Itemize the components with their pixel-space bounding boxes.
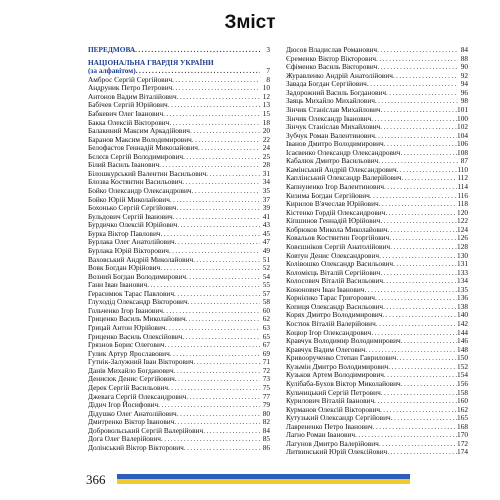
toc-entry-page: 31 (262, 168, 270, 178)
toc-entry-page: 174 (457, 447, 468, 457)
toc-leader-dots (393, 260, 457, 269)
toc-entry-name: Курилович Віталій Іванович (286, 396, 375, 406)
toc-entry-name: Амброс Сергій Сергійович (88, 74, 173, 84)
toc-entry-page: 140 (457, 310, 468, 320)
toc-entry-name: Журавленко Андрій Анатолійович (286, 70, 393, 80)
toc-leader-dots (364, 286, 457, 295)
toc-entry-page: 162 (457, 404, 468, 414)
toc-leader-dots (186, 273, 260, 282)
toc-leader-dots (380, 217, 457, 226)
toc-entry-name: Бурлака Юрій Вікторович (88, 245, 169, 255)
toc-entry-name: Ковтун Денис Олександрович (286, 250, 380, 260)
toc-entry-name: Бурлака Олег Анатолійович (88, 237, 175, 247)
toc-entry-page: 20 (262, 126, 270, 136)
toc-entry-page: 3 (266, 45, 270, 54)
toc-leader-dots (401, 337, 457, 346)
flag-stripe-yellow (117, 479, 410, 484)
toc-entry-name: Задорожний Василь Богданович (286, 87, 386, 97)
toc-entry-name: Гутнік-Залужний Іван Вікторович (88, 357, 194, 367)
toc-entry-name: Колівошко Олександр Васильович (286, 259, 394, 269)
toc-entry-name: Гулик Артур Ярославович (88, 348, 170, 358)
toc-entry-name: Денисюк Денис Сергійович (88, 374, 175, 384)
toc-leader-dots (373, 423, 457, 432)
toc-entry-name: Кульчицький Сергій Петрович (286, 387, 381, 397)
toc-entry-page: 34 (262, 177, 270, 187)
toc-leader-dots (175, 238, 260, 247)
toc-entry-page: 55 (262, 280, 270, 290)
toc-entry-page: 114 (457, 182, 468, 191)
toc-entry-name: Костюк Віталій Валерійович (286, 319, 376, 328)
toc-leader-dots (206, 170, 260, 179)
toc-leader-dots (184, 444, 260, 453)
toc-leader-dots (379, 440, 457, 449)
toc-leader-dots (172, 84, 260, 93)
toc-entry-page: 45 (262, 228, 270, 238)
toc-entry-page: 118 (457, 199, 468, 209)
toc-entry-name: Кизима Богдан Сергійович (286, 190, 370, 200)
page-title: Зміст (224, 12, 276, 33)
toc-entry-page: 146 (457, 336, 468, 346)
toc-entry-page: 67 (262, 340, 270, 350)
toc-entry-name: Кононович Іван Іванович (286, 284, 365, 294)
toc-entry-name: Зубчук Роман Валентинович (286, 130, 375, 140)
toc-entry-page: 87 (460, 156, 468, 166)
toc-leader-dots (198, 144, 260, 153)
toc-entry-name: Андруник Петро Петрович (88, 83, 173, 93)
toc-entry-page: 120 (457, 207, 468, 217)
toc-entry-name: Кіпшинов Геннадій Юрійович (286, 216, 381, 226)
toc-entry-name: Копиця Олександр Васильович (286, 301, 384, 311)
toc-entry-page: 65 (262, 331, 270, 341)
toc-entry-page: 84 (262, 425, 270, 435)
toc-entry-name: Бабкевич Олег Іванович (88, 108, 164, 118)
toc-entry-name: Кривоорученко Степан Гаврилович (286, 353, 397, 363)
toc-entry-page: 96 (460, 87, 468, 97)
toc-entry-name: Коцюр Ігор Олександрович (286, 327, 372, 337)
toc-entry-page: 144 (457, 327, 468, 337)
toc-leader-dots (175, 375, 260, 384)
toc-entry-page: 168 (457, 421, 468, 431)
toc-entry-page: 41 (262, 211, 270, 221)
toc-entry-page: 82 (262, 417, 270, 427)
toc-entry-name: Дюсов Владислав Романович (286, 45, 378, 54)
toc-entry-name: Ісаєвенко Олександр Олександрович (286, 147, 401, 157)
toc-entry-page: 72 (262, 365, 270, 375)
toc-entry-name: Лагунов Дмитро Валерійович (286, 438, 379, 448)
toc-leader-dots (382, 311, 457, 320)
toc-entry-name: Бабічев Сергій Юрійович (88, 100, 168, 110)
toc-entry-page: 106 (457, 139, 468, 149)
toc-leader-dots (177, 221, 260, 230)
toc-leader-dots (170, 196, 260, 205)
toc-leader-dots (396, 354, 457, 363)
toc-entry-name: Кравчук Вадим Олегович (286, 344, 366, 354)
toc-leader-dots (183, 153, 260, 162)
toc-entry-page: 86 (262, 442, 270, 452)
toc-entry-page: 7 (266, 66, 270, 76)
toc-entry-name: Іванов Дмитро Володимирович (286, 139, 384, 149)
toc-leader-dots (388, 363, 457, 372)
toc-entry-name: Балакиний Максим Аркадійович (88, 126, 190, 136)
toc-entry-page: 47 (262, 237, 270, 247)
toc-entry-page: 13 (262, 100, 270, 110)
toc-entry-name: Корях Дмитро Володимирович (286, 310, 383, 320)
toc-leader-dots (173, 213, 260, 222)
toc-entry-page: 28 (262, 160, 270, 170)
toc-entry-name: ПЕРЕДМОВА (88, 45, 136, 54)
toc-entry-name: Возний Богдан Володимирович (88, 271, 187, 281)
toc-entry-page: 60 (262, 305, 270, 315)
toc-entry-page: 52 (262, 263, 270, 273)
toc-leader-dots (375, 294, 457, 303)
toc-entry-name: Корнієнко Тарас Григорович (286, 293, 375, 303)
toc-leader-dots (168, 101, 260, 110)
toc-entry-name: Колосович Віталій Васильович (286, 276, 384, 286)
toc-entry-name: Белофастов Геннадій Миколайович (88, 143, 198, 153)
toc-entry-page: 135 (457, 284, 468, 294)
toc-entry-page: 84 (460, 45, 468, 54)
toc-entry-name: Вовк Богдан Юрійович (88, 263, 161, 273)
toc-entry-page: 116 (457, 190, 468, 200)
toc-entry-page: 18 (262, 117, 270, 127)
toc-entry-name: Дмитренко Віктор Іванович (88, 417, 175, 427)
toc-entry-page: 102 (457, 122, 468, 132)
toc-entry-name: Ганн Іван Іванович (88, 280, 148, 290)
toc-leader-dots (376, 320, 457, 329)
toc-entry-page: 92 (460, 70, 468, 80)
toc-leader-dots (381, 389, 457, 398)
toc-leader-dots (186, 315, 260, 324)
toc-entry-page: 57 (262, 288, 270, 298)
toc-entry-page: 35 (262, 186, 270, 195)
toc-entry-name: Кутузький Олександр Сергійович (286, 413, 391, 423)
toc-entry (88, 444, 270, 453)
toc-entry-page: 112 (457, 173, 468, 183)
toc-entry-page: 94 (460, 79, 468, 89)
toc-entry-name: Грязнов Борис Олегович (88, 340, 165, 350)
toc-entry-name: Камінський Андрій Олександрович (286, 164, 397, 174)
toc-leader-dots (188, 298, 260, 307)
toc-entry-page: 43 (262, 220, 270, 230)
toc-leader-dots (375, 97, 458, 106)
toc-entry-page: 138 (457, 301, 468, 311)
toc-entry-page: 160 (457, 396, 468, 406)
toc-entry-name: Добровольський Сергій Валерійович (88, 425, 204, 435)
toc-leader-dots (163, 110, 260, 119)
toc-entry-name: Кабалюк Дмитро Васильович (286, 156, 379, 166)
toc-entry-page: 131 (457, 259, 468, 269)
toc-entry-page: 22 (262, 134, 270, 144)
toc-entry-name: Кравчук Володимир Володимирович (286, 336, 401, 346)
toc-entry-page: 110 (457, 164, 468, 174)
toc-entry-page: 54 (262, 271, 270, 281)
toc-entry-name: Коломієць Віталій Сергійович (286, 267, 381, 277)
toc-leader-dots (186, 393, 260, 402)
toc-entry-page: 122 (457, 216, 468, 226)
toc-entry-page: 126 (457, 233, 468, 243)
toc-leader-dots (389, 234, 457, 243)
toc-entry-name: Баранов Максим Володимирович (88, 134, 192, 144)
toc-entry-name: НАЦІОНАЛЬНА ГВАРДІЯ УКРАЇНИ (88, 57, 214, 67)
toc-entry-page: 142 (457, 319, 468, 328)
toc-entry-page: 152 (457, 361, 468, 371)
toc-entry (88, 46, 270, 55)
toc-entry-name: Заяць Михайло Михайлович (286, 96, 375, 106)
toc-entry-page: 79 (262, 400, 270, 410)
toc-entry-name: Гриценко Василь Олексійович (88, 331, 183, 341)
toc-leader-dots (383, 277, 457, 286)
toc-entry-page: 156 (457, 378, 468, 388)
toc-entry-page: 71 (262, 357, 270, 367)
toc-entry-name: Глуходід Олександр Вікторович (88, 297, 188, 307)
toc-entry-name: Кузьков Артем Володимирович (286, 370, 384, 380)
toc-entry-name: Герасимюк Тарас Павлович (88, 288, 175, 298)
toc-entry-page: 15 (262, 108, 270, 118)
toc-entry-page: 130 (457, 250, 468, 260)
toc-entry-page: 75 (262, 382, 270, 392)
toc-leader-dots (194, 358, 260, 367)
toc-leader-dots (401, 380, 457, 389)
toc-entry-name: Дерек Сергій Васильович (88, 382, 169, 392)
toc-entry-name: Долінський Віктор Вікторович (88, 442, 184, 452)
toc-entry-page: 150 (457, 353, 468, 363)
toc-entry-name: Бакка Олексій Вікторович (88, 117, 170, 127)
toc-entry-page: 77 (262, 391, 270, 401)
toc-entry-page: 62 (262, 314, 270, 324)
toc-leader-dots (177, 204, 260, 213)
toc-entry-name: Грицай Антон Юрійович (88, 323, 166, 332)
toc-entry-name: Кістенко Гордій Олександрович (286, 207, 386, 217)
toc-entry-name: Єфіменко Василь Вікторович (286, 62, 378, 72)
toc-entry-name: Данів Михайло Богданович (88, 365, 174, 375)
toc-entry-name: Зінчик Олександр Іванович (286, 113, 372, 123)
toc-entry-name: Блозва Костянтин Васильович (88, 177, 183, 187)
toc-leader-dots (385, 209, 457, 218)
toc-leader-dots (376, 55, 458, 64)
toc-entry-name: Дідич Ігор Йосифович (88, 400, 159, 410)
toc-entry-name: Завада Богдан Сергійович (286, 79, 367, 89)
toc-leader-dots (379, 200, 458, 209)
toc-leader-dots (177, 93, 260, 102)
toc-entry-name: Литвинський Юрій Олексійович (286, 447, 388, 457)
toc-entry-name: Лаврененко Петро Іванович (286, 421, 373, 431)
toc-leader-dots (182, 178, 260, 187)
toc-entry-page: 73 (262, 374, 270, 384)
toc-entry-page: 24 (262, 143, 270, 153)
toc-leader-dots (370, 192, 458, 201)
toc-entry-page: 158 (457, 387, 468, 397)
toc-entry-name: Бойко Олександр Олександрович (88, 186, 192, 195)
toc-leader-dots (386, 89, 458, 98)
toc-entry-name: Бєлєєв Сергій Володимирович (88, 151, 184, 161)
toc-entry-name: Ваховський Андрій Миколайович (88, 254, 194, 264)
toc-leader-dots (161, 230, 260, 239)
toc-entry-page: 10 (262, 83, 270, 93)
toc-leader-dots (375, 132, 457, 141)
toc-entry-page: 100 (457, 113, 468, 123)
page-number: 366 (86, 472, 106, 487)
toc-entry-name: Білошкурський Валентин Васильович (88, 168, 207, 178)
toc-entry-page: 63 (262, 323, 270, 332)
toc-entry-page: 49 (262, 245, 270, 255)
toc-entry-name: Кузьмін Дмитро Володимирович (286, 361, 389, 371)
toc-entry-page: 8 (266, 74, 270, 84)
toc-leader-dots (393, 72, 458, 81)
toc-entry-name: Зінчук Станіслав Михайлович (286, 122, 381, 132)
toc-entry-name: Єременко Віктор Вікторович (286, 53, 377, 63)
toc-entry-name: Бойко Юрій Миколайович (88, 194, 170, 204)
toc-entry-name: Кобрюков Микола Миколайович (286, 224, 388, 234)
toc-leader-dots (380, 269, 457, 278)
toc-entry-name: Капнуненко Ігор Валентинович (286, 182, 385, 191)
toc-leader-dots (380, 123, 457, 132)
toc-leader-dots (172, 76, 260, 85)
toc-leader-dots (371, 115, 457, 124)
toc-leader-dots (397, 166, 458, 175)
toc-entry-name: (за алфавітом) (88, 66, 136, 76)
toc-leader-dots (390, 243, 457, 252)
toc-entry-name: Дога Олег Валерійович (88, 434, 161, 444)
toc-entry-page: 170 (457, 430, 468, 440)
toc-entry-page: 69 (262, 348, 270, 358)
toc-entry-page: 165 (457, 413, 468, 423)
toc-entry-page: 25 (262, 151, 270, 161)
toc-entry-page: 134 (457, 276, 468, 286)
toc-entry-name: Гольченко Ігор Іванович (88, 305, 163, 315)
toc-entry-name: Курманов Олексій Вікторович (286, 404, 381, 414)
toc-entry-name: Дідушко Олег Анатолійович (88, 408, 177, 418)
toc-entry-name: Бульдович Сергій Іванович (88, 211, 173, 221)
toc-entry-name: Бохонько Сергій Сергійович (88, 203, 177, 213)
toc-entry (286, 448, 468, 457)
toc-entry-name: Каплінський Олександр Валерійович (286, 173, 402, 183)
toc-leader-dots (402, 174, 458, 183)
toc-entry-name: Джевага Сергій Олександрович (88, 391, 187, 401)
toc-entry-page: 85 (262, 434, 270, 444)
toc-leader-dots (203, 427, 260, 436)
toc-entry-page: 154 (457, 370, 468, 380)
toc-leader-dots (182, 333, 260, 342)
toc-leader-dots (165, 341, 260, 350)
toc-leader-dots (135, 46, 260, 55)
toc-leader-dots (192, 187, 260, 196)
toc-entry-name: Ковальов Костянтин Георгійович (286, 233, 390, 243)
toc-right-column (286, 46, 468, 457)
toc-entry-page: 37 (262, 194, 270, 204)
toc-entry-page: 101 (457, 104, 468, 114)
toc-entry-page: 51 (262, 254, 270, 264)
toc-entry-name: Гриценко Василь Миколайович (88, 314, 186, 324)
toc-entry-page: 39 (262, 203, 270, 213)
toc-leader-dots (193, 256, 260, 265)
toc-entry-page: 124 (457, 224, 468, 234)
toc-leader-dots (374, 397, 457, 406)
toc-leader-dots (391, 414, 457, 423)
toc-leader-dots (192, 136, 260, 145)
toc-entry-page: 128 (457, 241, 468, 251)
toc-entry-name: Антонов Вадим Віталійович (88, 91, 177, 101)
toc-entry-name: Білий Василь Іванович (88, 160, 160, 170)
toc-entry-page: 58 (262, 297, 270, 307)
toc-entry-page: 90 (460, 62, 468, 72)
toc-entry-name: Кирилов В'ячеслав Юрійович (286, 199, 379, 209)
toc-leader-dots (383, 303, 457, 312)
toc-entry-page: 133 (457, 267, 468, 277)
toc-leader-dots (377, 46, 458, 55)
toc-leader-dots (174, 367, 260, 376)
toc-entry-name: Бурдичко Олексій Юрійович (88, 220, 178, 230)
toc-entry-name: Лагно Роман Іванович (286, 430, 356, 440)
toc-entry-name: Бурка Віктор Павлович (88, 228, 161, 238)
toc-leader-dots (190, 127, 260, 136)
toc-leader-dots (177, 410, 260, 419)
toc-entry-page: 88 (460, 53, 468, 63)
toc-leader-dots (401, 149, 458, 158)
toc-entry-name: Ковєшніков Сергій Анатолійович (286, 241, 391, 251)
toc-leader-dots (380, 406, 457, 415)
toc-left-column (88, 46, 270, 452)
toc-entry-page: 172 (457, 438, 468, 448)
toc-leader-dots (387, 226, 457, 235)
toc-leader-dots (384, 183, 457, 192)
toc-entry-page: 98 (460, 96, 468, 106)
toc-entry-page: 12 (262, 91, 270, 101)
toc-entry-page: 80 (262, 408, 270, 418)
toc-entry-name: Зінчик Станіслав Михайлович (286, 104, 381, 114)
toc-leader-dots (381, 106, 458, 115)
toc-entry-page: 136 (457, 293, 468, 303)
toc-entry-page: 108 (457, 147, 468, 157)
toc-entry-name: Кулібаба-Бухов Віктор Миколайович (286, 378, 401, 388)
toc-entry-page: 104 (457, 130, 468, 140)
toc-entry-page: 148 (457, 344, 468, 354)
toc-leader-dots (387, 448, 457, 457)
